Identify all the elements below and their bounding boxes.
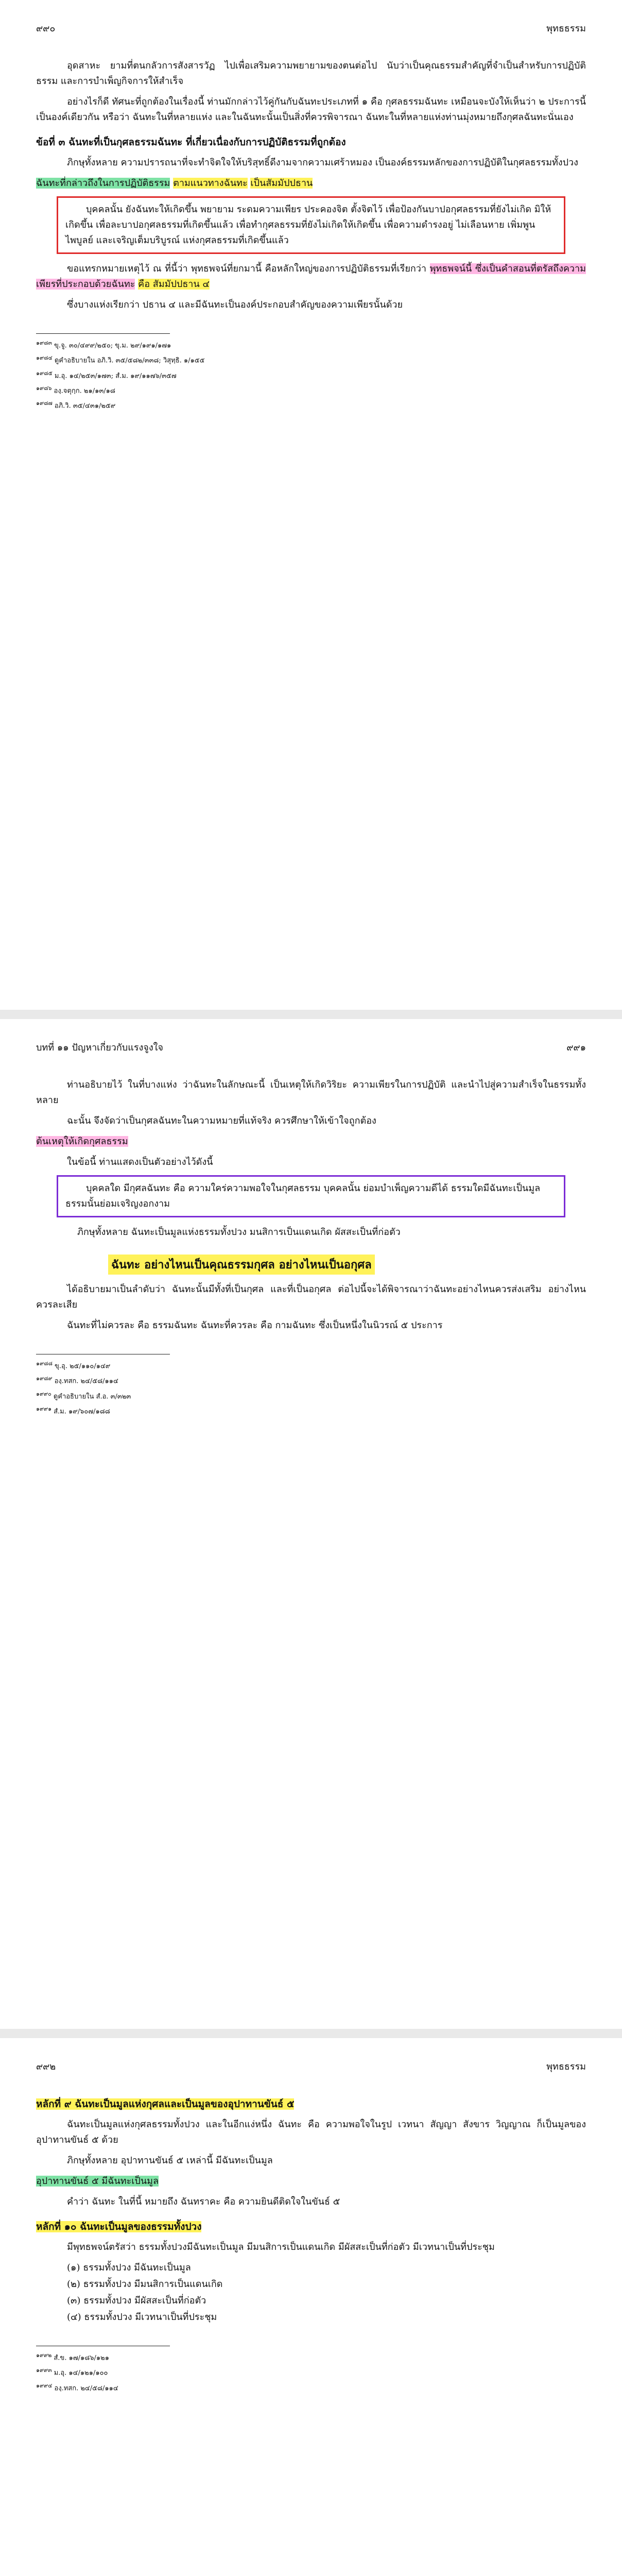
footnote: $^{๑๙๙๐}$ ดูคำอธิบายใน สํ.อ. ๓/๓๒๓	[36, 1390, 131, 1400]
footnote: $^{๑๙๘๓}$ ขุ.จู. ๓๐/๔๙๙/๒๕๐; ขุ.ม. ๒๙/๑๙๑/๑๗๑	[36, 340, 171, 350]
paragraph: คำว่า ฉันทะ ในที่นี้ หมายถึง ฉันทราคะ คือ ความยินดีติดใจในขันธ์ ๕	[67, 2196, 340, 2207]
paragraph: ภิกษุทั้งหลาย ความปรารถนาที่จะทำจิตใจให้บริสุทธิ์ดีงามจากความเศร้าหมอง เป็นองค์ธรรมหลักของการปฏิบัติในกุศลธรรมทั้งปวง	[67, 157, 578, 168]
paragraph: ในข้อนี้ ท่านแสดงเป็นตัวอย่างไว้ดังนี้	[67, 1157, 213, 1167]
document-page-2	[0, 1019, 622, 2029]
yellow-highlight: หลักที่ ๑๐ ฉันทะเป็นมูลของธรรมทั้งปวง	[36, 2221, 202, 2232]
footnote: $^{๑๙๘๕}$ ม.อุ. ๑๔/๒๕๓/๑๗๓; สํ.ม. ๑๙/๑๑๗๖/๓๕๗	[36, 369, 177, 380]
quoted-passage: ภิกษุทั้งหลาย ฉันทะเป็นมูลแห่งธรรมทั้งปวง มนสิการเป็นแดนเกิด ผัสสะเป็นที่ก่อตัว	[77, 1227, 401, 1238]
page-number: ๙๙๑	[566, 1042, 586, 1053]
paragraph: ฉันทะที่ไม่ควรละ คือ ธรรมฉันทะ ฉันทะที่ควรละ คือ กามฉันทะ ซึ่งเป็นหนึ่งในนิวรณ์ ๕ ประการ	[67, 1320, 443, 1331]
footnotes	[36, 1359, 586, 1417]
footnote-divider	[36, 333, 170, 334]
document-page-1	[0, 0, 622, 1010]
paragraph-text: ขอแทรกหมายเหตุไว้ ณ ที่นี้ว่า พุทธพจน์ที่ยกมานี้ คือหลักใหญ่ของการปฏิบัติธรรมที่เรียกว่า	[67, 263, 427, 274]
footnote: $^{๑๙๘๖}$ องฺ.จตุกฺก. ๒๑/๑๓/๑๘	[36, 384, 115, 395]
page-header	[36, 2059, 586, 2074]
paragraph: มีพุทธพจน์ตรัสว่า ธรรมทั้งปวงมีฉันทะเป็นมูล มีมนสิการเป็นแดนเกิด มีผัสสะเป็นที่ก่อตัว มีเวทนาเป็นที่ประชุม	[67, 2242, 495, 2252]
running-title: บทที่ ๑๑ ปัญหาเกี่ยวกับแรงจูงใจ	[36, 1042, 163, 1053]
section-title: ฉันทะ อย่างไหนเป็นคุณธรรมกุศล อย่างไหนเป็นอกุศล	[108, 1255, 375, 1275]
footnote: $^{๑๙๙๑}$ สํ.ม. ๑๙/๖๐๗/๑๘๘	[36, 1405, 110, 1416]
section-heading	[36, 2219, 586, 2234]
section-heading: ข้อที่ ๓ ฉันทะที่เป็นกุศลธรรมฉันทะ ที่เกี่ยวเนื่องกับการปฏิบัติธรรมที่ถูกต้อง	[36, 137, 346, 148]
highlighted-line	[36, 176, 586, 191]
yellow-highlight: เป็นสัมมัปปธาน	[250, 178, 313, 189]
list-item: (๓) ธรรมทั้งปวง มีผัสสะเป็นที่ก่อตัว	[67, 2295, 206, 2306]
page-number: ๙๙๐	[36, 23, 56, 34]
numbered-list	[67, 2260, 586, 2325]
highlighted-line	[36, 1134, 586, 1149]
paragraph: อย่างไรก็ดี ทัศนะที่ถูกต้องในเรื่องนี้ ท่านมักกล่าวไว้คู่กันกับฉันทะประเภทที่ ๑ คือ กุศลธรรมฉันทะ เหมือนจะบังให้เห็นว่า ๒ ประการนี้เป็นองค์เดียวกัน หรือว่า ฉันทะในที่หลายแห่ง และในฉันทะนั้นเป็นสิ่งที่ควรพิจารณา ฉันทะในที่หลายแห่งท่านมุ่งหมายถึงกุศลฉันทะนั่นเอง	[36, 96, 586, 123]
list-item: (๔) ธรรมทั้งปวง มีเวทนาเป็นที่ประชุม	[67, 2312, 217, 2323]
section-heading	[36, 2096, 586, 2112]
paragraph	[36, 261, 586, 292]
footnotes	[36, 338, 586, 412]
paragraph: ภิกษุทั้งหลาย อุปาทานขันธ์ ๕ เหล่านี้ มีฉันทะเป็นมูล	[67, 2155, 273, 2166]
yellow-highlight: คือ สัมมัปปธาน ๔	[138, 279, 210, 290]
footnote: $^{๑๙๙๒}$ สํ.ข. ๑๗/๑๘๖/๑๒๑	[36, 2352, 109, 2362]
running-title: พุทธธรรม	[546, 2061, 586, 2072]
document-page-3	[0, 2038, 622, 2576]
footnote: $^{๑๙๙๓}$ ม.อุ. ๑๔/๑๒๑/๑๐๐	[36, 2367, 108, 2377]
page-number: ๙๙๒	[36, 2061, 56, 2072]
paragraph: ได้อธิบายมาเป็นลำดับว่า ฉันทะนั้นมีทั้งที่เป็นกุศล และที่เป็นอกุศล ต่อไปนี้จะได้พิจารณาว่าฉันทะอย่างไหนควรส่งเสริม อย่างไหนควรละเสีย	[36, 1284, 586, 1310]
running-title: พุทธธรรม	[546, 23, 586, 34]
yellow-highlight: ตามแนวทางฉันทะ	[173, 178, 248, 189]
highlighted-line	[36, 2174, 586, 2189]
yellow-highlight: หลักที่ ๙ ฉันทะเป็นมูลแห่งกุศลและเป็นมูลของอุปาทานขันธ์ ๕	[36, 2098, 295, 2110]
footnotes	[36, 2350, 586, 2394]
list-item: (๒) ธรรมทั้งปวง มีมนสิการเป็นแดนเกิด	[67, 2279, 223, 2290]
green-highlight: อุปาทานขันธ์ ๕ มีฉันทะเป็นมูล	[36, 2176, 159, 2187]
paragraph: ฉะนั้น จึงจัดว่าเป็นกุศลฉันทะในความหมายที่แท้จริง ควรศึกษาให้เข้าใจถูกต้อง	[67, 1115, 376, 1126]
quoted-passage-box: บุคคลนั้น ยังฉันทะให้เกิดขึ้น พยายาม ระดมความเพียร ประคองจิต ตั้งจิตไว้ เพื่อป้องกันบาปอกุศลธรรมที่ยังไม่เกิด มิให้เกิดขึ้น เพื่อละบาปอกุศลธรรมที่เกิดขึ้นแล้ว เพื่อทำกุศลธรรมที่ยังไม่เกิดให้เกิดขึ้น เพื่อความดำรงอยู่ ไม่เลือนหาย เพิ่มพูน ไพบูลย์ และเจริญเต็มบริบูรณ์ แห่งกุศลธรรมที่เกิดขึ้นแล้ว	[57, 196, 565, 254]
footnote: $^{๑๙๘๔}$ ดูคำอธิบายใน อภิ.วิ. ๓๕/๕๘๒/๓๓๘; วิสุทฺธิ. ๑/๑๕๕	[36, 354, 205, 365]
paragraph: ท่านอธิบายไว้ ในที่บางแห่ง ว่าฉันทะในลักษณะนี้ เป็นเหตุให้เกิดวิริยะ ความเพียรในการปฏิบัติ และนำไปสู่ความสำเร็จในธรรมทั้งหลาย	[36, 1079, 586, 1106]
pink-highlight: พุทธพจน์นี้ ซึ่งเป็นคำสอนที่ตรัสถึงความเพียรที่ประกอบด้วยฉันทะ	[36, 263, 586, 290]
quoted-passage-box: บุคคลใด มีกุศลฉันทะ คือ ความใคร่ความพอใจในกุศลธรรม บุคคลนั้น ย่อมบำเพ็ญความดีได้ ธรรมใดมีฉันทะเป็นมูล ธรรมนั้นย่อมเจริญงอกงาม	[57, 1175, 565, 1217]
footnote: $^{๑๙๘๗}$ อภิ.วิ. ๓๕/๔๓๑/๒๕๙	[36, 400, 116, 410]
footnote: $^{๑๙๙๔}$ องฺ.ทสก. ๒๔/๕๘/๑๑๔	[36, 2382, 118, 2392]
green-highlight: ฉันทะที่กล่าวถึงในการปฏิบัติธรรม	[36, 178, 170, 189]
footnote: $^{๑๙๘๘}$ ขุ.อุ. ๒๕/๑๑๐/๑๔๙	[36, 1360, 111, 1370]
paragraph: ซึ่งบางแห่งเรียกว่า ปธาน ๔ และมีฉันทะเป็นองค์ประกอบสำคัญของความเพียรนั้นด้วย	[67, 299, 403, 310]
list-item: (๑) ธรรมทั้งปวง มีฉันทะเป็นมูล	[67, 2262, 191, 2273]
paragraph: อุดสาหะ ยามที่ตนกลัวการสังสารวัฏ ไปเพื่อเสริมความพยายามของตนต่อไป นับว่าเป็นคุณธรรมสำคัญที่จำเป็นสำหรับการปฏิบัติธรรม และการบำเพ็ญกิจการให้สำเร็จ	[36, 60, 586, 87]
page-header	[36, 1040, 586, 1055]
paragraph: ฉันทะเป็นมูลแห่งกุศลธรรมทั้งปวง และในอีกแง่หนึ่ง ฉันทะ คือ ความพอใจในรูป เวทนา สัญญา สังขาร วิญญาณ ก็เป็นมูลของอุปาทานขันธ์ ๕ ด้วย	[36, 2119, 586, 2145]
footnote: $^{๑๙๘๙}$ องฺ.ทสก. ๒๔/๕๘/๑๑๔	[36, 1375, 118, 1385]
page-header	[36, 21, 586, 36]
pink-highlight: ต้นเหตุให้เกิดกุศลธรรม	[36, 1136, 128, 1147]
